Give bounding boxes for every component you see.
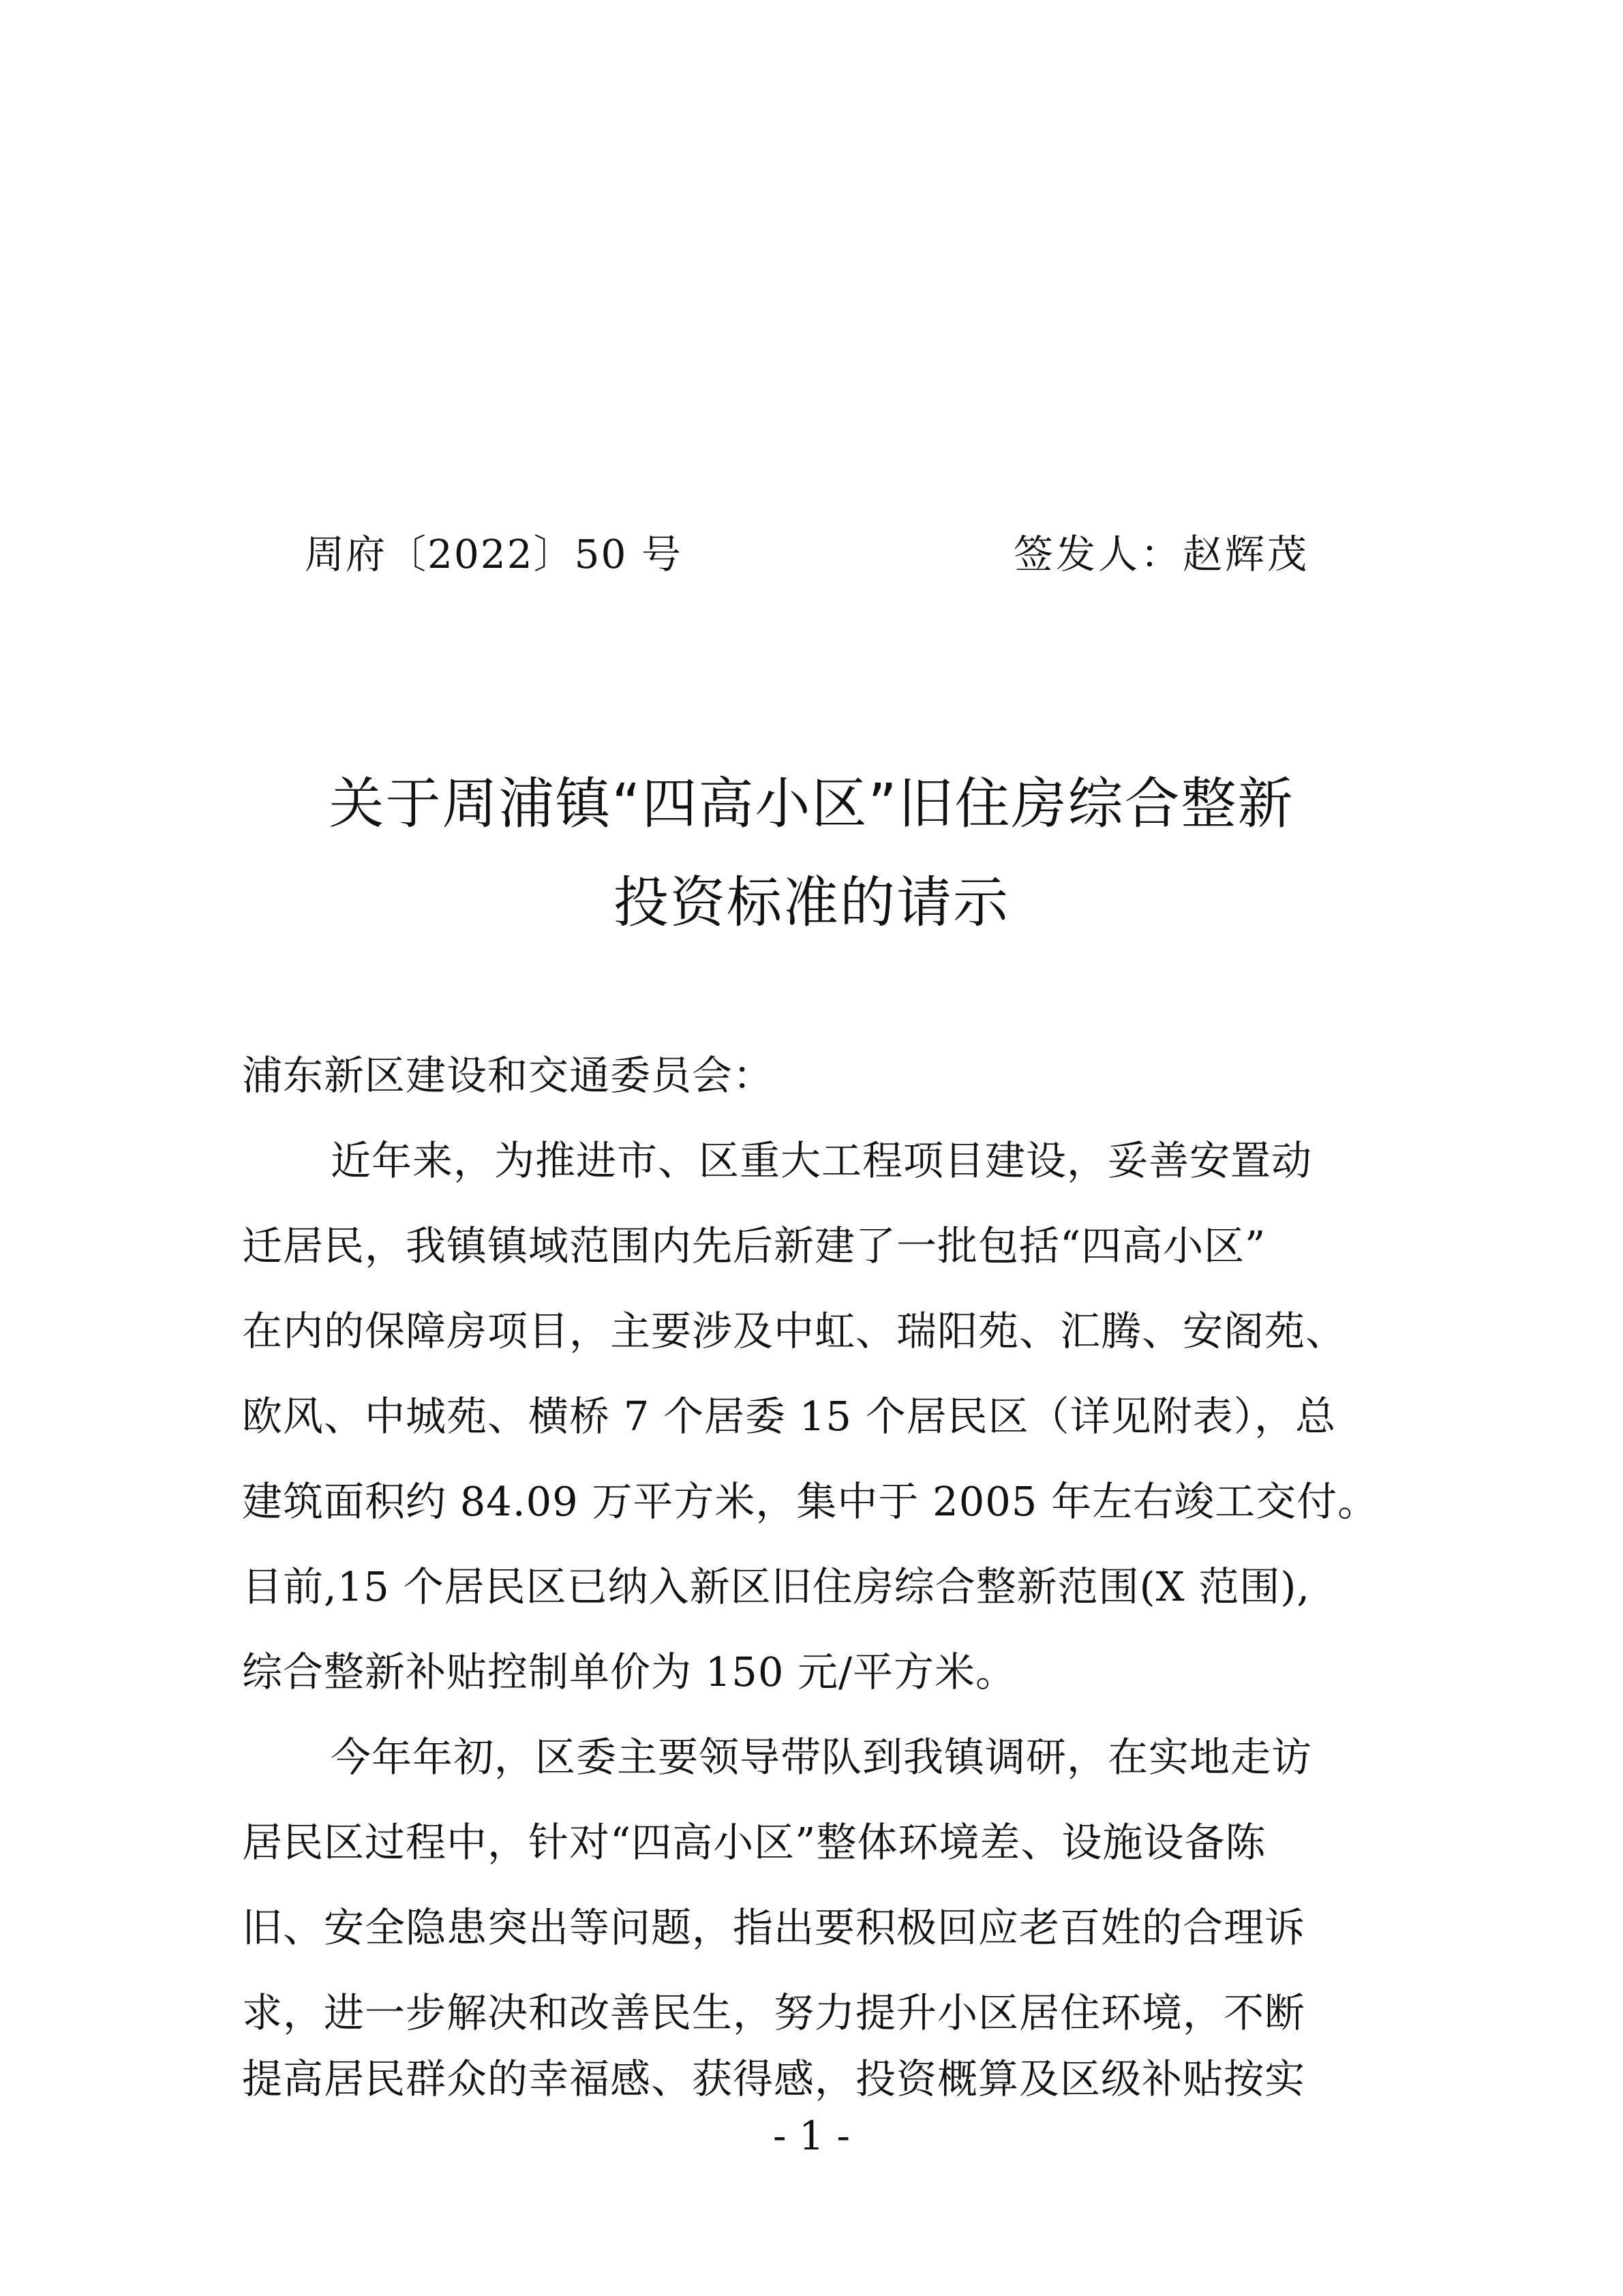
- paragraph-1-line: 目前,15 个居民区已纳入新区旧住房综合整新范围(X 范围),: [242, 1563, 1311, 1610]
- paragraph-2-line: 今年年初，区委主要领导带队到我镇调研，在实地走访: [331, 1734, 1313, 1781]
- paragraph-2-line: 居民区过程中，针对“四高小区”整体环境差、设施设备陈: [242, 1819, 1266, 1866]
- document-title-line-2: 投资标准的请示: [613, 871, 1010, 935]
- paragraph-1-line: 建筑面积约 84.09 万平方米，集中于 2005 年左右竣工交付。: [242, 1478, 1379, 1525]
- paragraph-1-line: 近年来，为推进市、区重大工程项目建设，妥善安置动: [331, 1137, 1313, 1184]
- paragraph-1-line: 综合整新补贴控制单价为 150 元/平方米。: [242, 1648, 1016, 1695]
- signer: 签发人：赵辉茂: [1014, 531, 1310, 577]
- paragraph-1-line: 在内的保障房项目，主要涉及中虹、瑞阳苑、汇腾、安阁苑、: [242, 1308, 1347, 1355]
- salutation: 浦东新区建设和交通委员会：: [242, 1052, 774, 1099]
- paragraph-2-line: 提高居民群众的幸福感、获得感，投资概算及区级补贴按实: [242, 2055, 1306, 2102]
- paragraph-2-line: 求，进一步解决和改善民生，努力提升小区居住环境，不断: [242, 1989, 1306, 2036]
- page-number: - 1 -: [773, 2113, 850, 2159]
- doc-number: 周府〔2022〕50 号: [305, 531, 682, 577]
- paragraph-2-line: 旧、安全隐患突出等问题，指出要积极回应老百姓的合理诉: [242, 1904, 1306, 1951]
- paragraph-1-line: 迁居民，我镇镇域范围内先后新建了一批包括“四高小区”: [242, 1222, 1266, 1269]
- document-title-line-1: 关于周浦镇“四高小区”旧住房综合整新: [329, 772, 1294, 836]
- paragraph-1-line: 欧风、中城苑、横桥 7 个居委 15 个居民区（详见附表），总: [242, 1393, 1337, 1440]
